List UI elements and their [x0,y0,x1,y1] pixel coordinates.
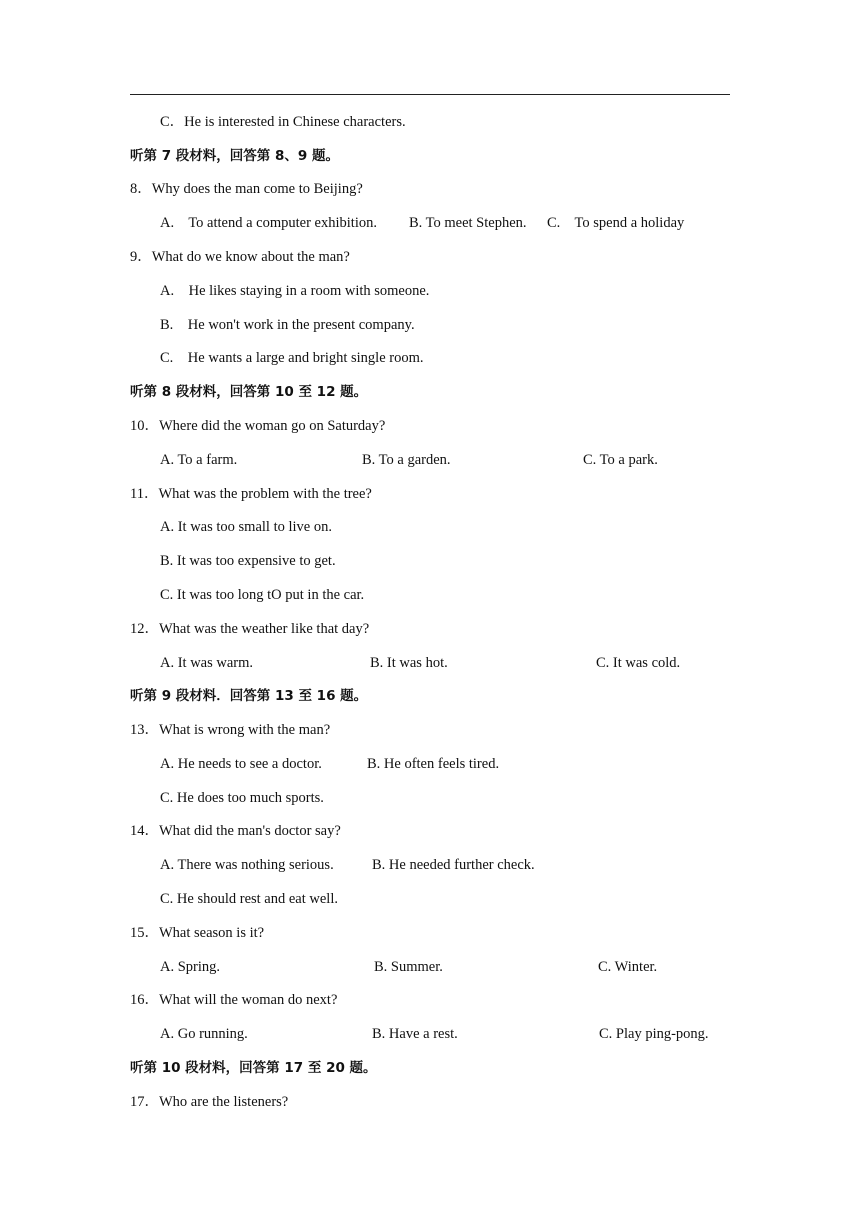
option-c: C. It was cold. [596,655,681,671]
section-heading: 听第 8 段材料，回答第 10 至 12 题。 [130,384,368,400]
option-a: A. To attend a computer exhibition. [160,215,377,231]
option-c: C. It was too long tO put in the car. [160,587,365,603]
option-a: A. It was too small to live on. [160,519,332,535]
question: 11．What was the problem with the tree? [130,486,372,502]
option-b: B. Summer. [374,959,443,975]
option-c: C. To a park. [583,452,658,468]
question: 8．Why does the man come to Beijing? [130,181,363,197]
question: 17．Who are the listeners? [130,1094,289,1110]
question: 15．What season is it? [130,925,265,941]
option-a: A. It was warm. [160,655,254,671]
option-a: A. Spring. [160,959,221,975]
option-b: B. It was hot. [370,655,448,671]
question: 14．What did the man's doctor say? [130,823,341,839]
option-c: C. He wants a large and bright single room. [160,350,424,366]
question: 12．What was the weather like that day? [130,621,370,637]
question: 16．What will the woman do next? [130,992,338,1008]
section-heading: 听第 10 段材料，回答第 17 至 20 题。 [130,1060,377,1076]
option-b: B. He often feels tired. [367,756,500,772]
option-line: C．He is interested in Chinese characters. [160,114,406,130]
option-c: C. He should rest and eat well. [160,891,338,907]
option-a: A. Go running. [160,1026,248,1042]
option-a: A. There was nothing serious. [160,857,334,873]
option-c: C. Play ping-pong. [599,1026,709,1042]
question: 10．Where did the woman go on Saturday? [130,418,386,434]
section-heading: 听第 9 段材料．回答第 13 至 16 题。 [130,688,368,704]
option-c: C. To spend a holiday [547,215,685,231]
option-b: B. To a garden. [362,452,451,468]
question: 9．What do we know about the man? [130,249,350,265]
question: 13．What is wrong with the man? [130,722,331,738]
option-b: B. To meet Stephen. [409,215,527,231]
option-b: B. He needed further check. [372,857,535,873]
option-c: C. Winter. [598,959,658,975]
header-rule [130,94,730,95]
option-a: A. To a farm. [160,452,238,468]
option-a: A. He likes staying in a room with someone. [160,283,430,299]
section-heading: 听第 7 段材料，回答第 8、9 题。 [130,148,339,164]
option-b: B. He won't work in the present company. [160,317,415,333]
option-c: C. He does too much sports. [160,790,324,806]
option-b: B. Have a rest. [372,1026,458,1042]
option-b: B. It was too expensive to get. [160,553,336,569]
option-a: A. He needs to see a doctor. [160,756,322,772]
